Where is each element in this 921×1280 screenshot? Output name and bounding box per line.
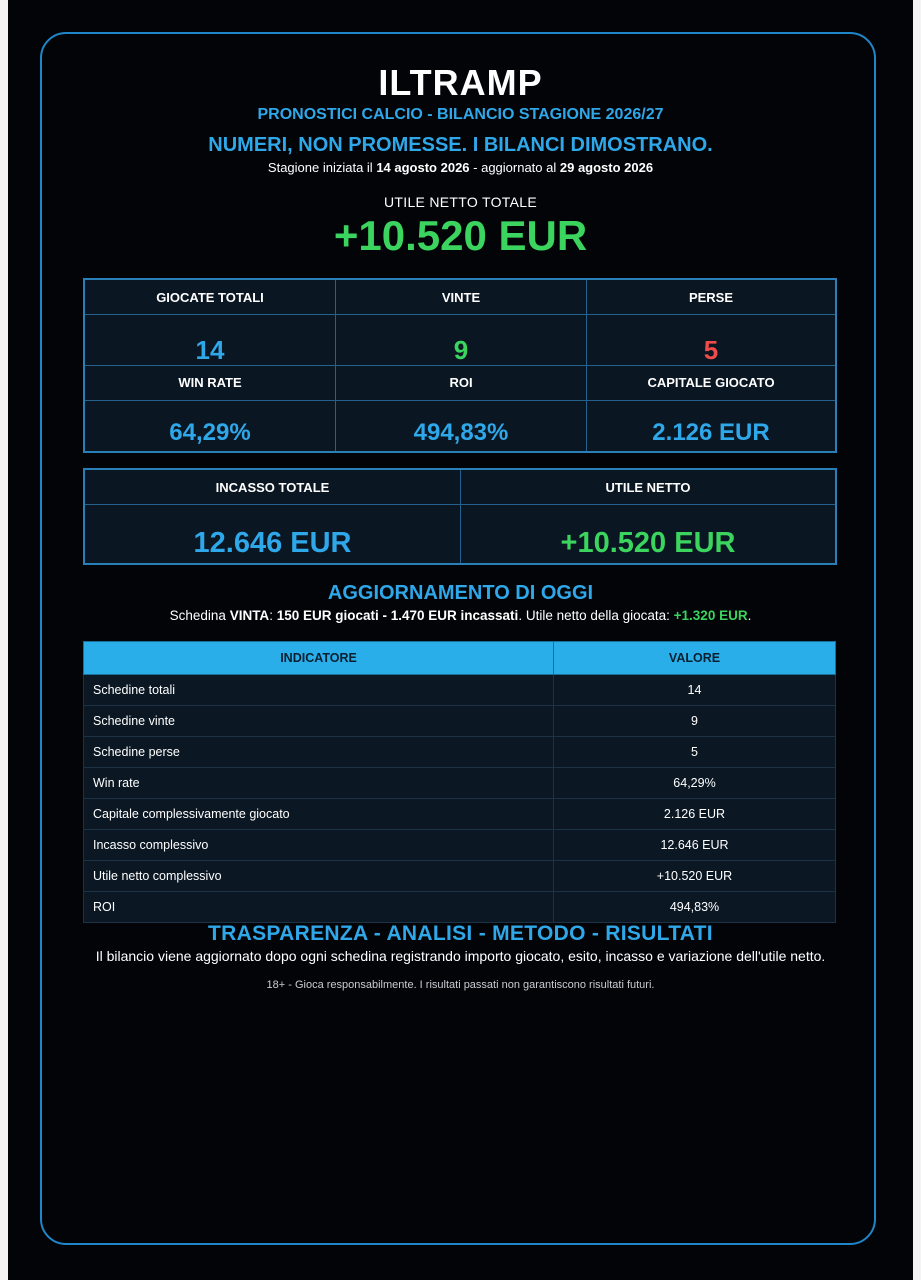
- kpi-winrate-label-cell: [85, 366, 336, 401]
- row-label: Schedine totali: [84, 675, 554, 706]
- net-profit-value: +10.520 EUR: [333, 212, 588, 259]
- kpi-incasso-value: 12.646 EUR: [193, 527, 352, 559]
- row-label: Schedine vinte: [84, 706, 554, 737]
- today-text-2: :: [269, 608, 277, 623]
- report-subtitle: PRONOSTICI CALCIO - BILANCIO STAGIONE 2026/27: [257, 106, 664, 123]
- kpi-utile-label: UTILE NETTO: [605, 480, 691, 495]
- indicators-table: [83, 641, 836, 923]
- row-label: Win rate: [84, 768, 554, 799]
- table-row: [84, 768, 836, 799]
- kpi-winrate-value-cell: [85, 401, 336, 451]
- table-header-row: [84, 642, 836, 675]
- header-indicatore: INDICATORE: [84, 642, 554, 675]
- today-result: VINTA: [229, 608, 270, 623]
- header-valore: VALORE: [554, 642, 836, 675]
- updated-date: 29 agosto 2026: [559, 160, 654, 175]
- kpi-capitale-value: 2.126 EUR: [652, 419, 770, 446]
- dates-middle: - aggiornato al: [469, 160, 560, 175]
- kpi-perse-label: PERSE: [688, 290, 734, 305]
- row-label: Schedine perse: [84, 737, 554, 768]
- kpi-utile-value: +10.520 EUR: [560, 527, 736, 559]
- today-update-title: AGGIORNAMENTO DI OGGI: [327, 582, 594, 604]
- kpi-giocate-label: GIOCATE TOTALI: [156, 290, 264, 305]
- today-amounts: 150 EUR giocati - 1.470 EUR incassati: [276, 608, 519, 623]
- disclaimer: 18+ - Gioca responsabilmente. I risultati passati non garantiscono risultati futuri.: [266, 979, 655, 991]
- kpi-capitale-value-cell: [587, 401, 835, 451]
- kpi-incasso-value-cell: [85, 505, 461, 563]
- kpi-giocate-value: 14: [195, 335, 225, 365]
- table-row: [84, 706, 836, 737]
- row-label: Utile netto complessivo: [84, 861, 554, 892]
- kpi-totals-grid: [83, 468, 837, 565]
- kpi-winrate-label: WIN RATE: [178, 375, 242, 390]
- kpi-utile-value-cell: [461, 505, 835, 563]
- tagline: NUMERI, NON PROMESSE. I BILANCI DIMOSTRANO.: [208, 134, 713, 156]
- row-label: Capitale complessivamente giocato: [84, 799, 554, 830]
- net-profit-label: UTILE NETTO TOTALE: [384, 194, 537, 210]
- row-value: 5: [554, 737, 836, 768]
- row-value: 12.646 EUR: [554, 830, 836, 861]
- dates-prefix: Stagione iniziata il: [267, 160, 377, 175]
- kpi-utile-label-cell: [461, 470, 835, 505]
- kpi-perse-label-cell: [587, 280, 835, 315]
- row-value: 9: [554, 706, 836, 737]
- start-date: 14 agosto 2026: [376, 160, 470, 175]
- today-text-1: Schedina: [169, 608, 230, 623]
- row-value: 64,29%: [554, 768, 836, 799]
- row-value: +10.520 EUR: [554, 861, 836, 892]
- kpi-perse-value-cell: [587, 315, 835, 366]
- footer-title: TRASPARENZA - ANALISI - METODO - RISULTATI: [208, 922, 713, 945]
- kpi-giocate-value-cell: [85, 315, 336, 366]
- kpi-vinte-label-cell: [336, 280, 587, 315]
- season-dates: [0, 160, 921, 175]
- kpi-roi-value: 494,83%: [413, 419, 509, 446]
- table-row: [84, 799, 836, 830]
- table-row: [84, 675, 836, 706]
- kpi-incasso-label: INCASSO TOTALE: [215, 480, 330, 495]
- row-value: 494,83%: [554, 892, 836, 923]
- table-row: [84, 830, 836, 861]
- kpi-incasso-label-cell: [85, 470, 461, 505]
- today-profit: +1.320 EUR: [673, 608, 748, 623]
- kpi-roi-value-cell: [336, 401, 587, 451]
- kpi-vinte-value-cell: [336, 315, 587, 366]
- today-text-4: .: [747, 608, 752, 623]
- kpi-capitale-label-cell: [587, 366, 835, 401]
- table-row: [84, 737, 836, 768]
- row-label: Incasso complessivo: [84, 830, 554, 861]
- footer-text: Il bilancio viene aggiornato dopo ogni schedina registrando importo giocato, esito, incasso e variazione dell'utile netto.: [95, 948, 826, 964]
- kpi-perse-value: 5: [703, 335, 719, 365]
- row-value: 2.126 EUR: [554, 799, 836, 830]
- kpi-giocate-label-cell: [85, 280, 336, 315]
- kpi-vinte-value: 9: [453, 335, 469, 365]
- kpi-roi-label-cell: [336, 366, 587, 401]
- today-update-text: [0, 608, 921, 623]
- brand-title: ILTRAMP: [378, 62, 543, 103]
- kpi-grid: [83, 278, 837, 453]
- row-value: 14: [554, 675, 836, 706]
- kpi-capitale-label: CAPITALE GIOCATO: [647, 375, 775, 390]
- row-label: ROI: [84, 892, 554, 923]
- kpi-roi-label: ROI: [449, 375, 473, 390]
- today-text-3: . Utile netto della giocata:: [518, 608, 674, 623]
- table-row: [84, 892, 836, 923]
- kpi-winrate-value: 64,29%: [169, 419, 251, 446]
- kpi-vinte-label: VINTE: [441, 290, 481, 305]
- table-row: [84, 861, 836, 892]
